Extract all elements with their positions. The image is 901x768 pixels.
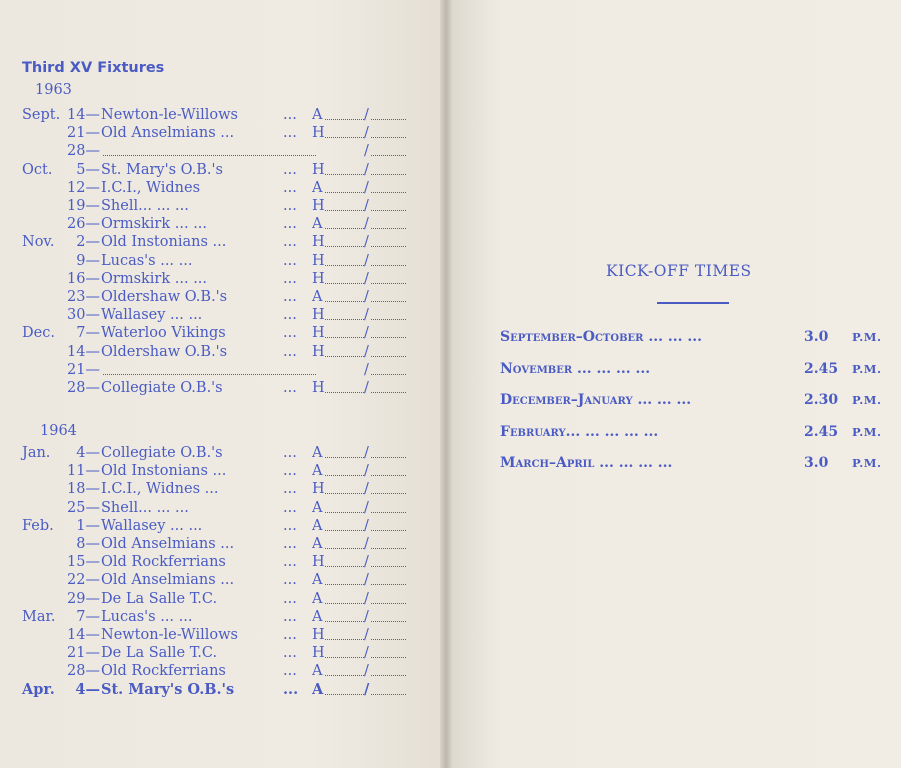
fixture-day: 14—	[67, 107, 100, 123]
kickoff-pm: P.M.	[852, 393, 882, 407]
fixture-leader-dots: ...	[283, 572, 297, 589]
book-gutter	[440, 0, 452, 768]
score-blank-away	[371, 392, 406, 393]
fixture-venue: A	[312, 179, 323, 196]
score-separator: /	[364, 343, 369, 360]
fixture-opponent: Old Instonians ...	[101, 234, 227, 251]
fixture-row	[0, 480, 446, 498]
fixture-venue: H	[312, 161, 325, 178]
score-blank-away	[371, 639, 406, 640]
fixture-day: 4—	[76, 445, 100, 461]
score-blank-home	[325, 174, 364, 175]
score-blank-home	[325, 356, 364, 357]
fixture-opponent: St. Mary's O.B.'s	[101, 161, 223, 178]
score-separator: /	[364, 234, 369, 251]
score-separator: /	[364, 645, 369, 662]
score-blank-away	[371, 374, 406, 375]
fixture-venue: H	[312, 481, 325, 498]
score-blank-away	[371, 530, 406, 531]
fixtures-title: Third XV Fixtures	[22, 60, 165, 76]
fixture-venue: A	[312, 680, 324, 698]
fixture-leader-dots: ...	[283, 325, 297, 342]
score-blank-away	[371, 356, 406, 357]
fixture-opponent: Lucas's ... ...	[101, 252, 193, 269]
score-separator: /	[364, 536, 369, 552]
fixture-opponent: Ormskirk ... ...	[101, 270, 208, 287]
score-separator: /	[364, 361, 369, 378]
score-blank-away	[371, 246, 406, 247]
score-blank-away	[371, 155, 406, 156]
score-blank-away	[371, 603, 406, 604]
score-blank-away	[371, 621, 406, 622]
fixture-day: 5—	[76, 161, 100, 178]
fixture-leader-dots: ...	[283, 517, 297, 534]
fixture-venue: A	[312, 289, 323, 305]
score-blank-home	[325, 337, 364, 338]
score-blank-home	[325, 475, 364, 476]
fixture-leader-dots: ...	[283, 343, 297, 360]
score-blank-home	[325, 657, 364, 658]
kickoff-period: December–January ... ... ...	[500, 392, 692, 408]
fixture-opponent: Old Rockferrians	[101, 554, 226, 571]
score-blank-away	[371, 548, 406, 549]
score-blank-away	[371, 657, 406, 658]
fixture-day: 28—	[67, 380, 100, 396]
fixture-leader-dots: ...	[283, 445, 297, 461]
score-separator: /	[364, 663, 369, 680]
fixture-row	[0, 343, 446, 361]
fixture-opponent: De La Salle T.C.	[101, 645, 218, 662]
fixture-opponent: Lucas's ... ...	[101, 608, 193, 625]
score-separator: /	[364, 627, 369, 643]
fixture-venue: H	[312, 380, 325, 396]
score-separator: /	[364, 125, 369, 142]
fixture-day: 26—	[67, 216, 100, 233]
score-blank-home	[325, 301, 364, 302]
kickoff-row	[500, 422, 895, 442]
score-separator: /	[364, 590, 369, 607]
fixture-day: 14—	[67, 343, 100, 360]
fixture-leader-dots: ...	[283, 289, 297, 305]
fixture-month: Feb.	[22, 517, 54, 534]
fixture-venue: H	[312, 270, 325, 287]
fixture-venue: A	[312, 463, 323, 480]
fixture-leader-dots: ...	[283, 179, 297, 196]
fixture-row	[0, 517, 446, 535]
fixture-opponent: Ormskirk ... ...	[101, 216, 208, 233]
fixture-leader-dots: ...	[283, 481, 297, 498]
fixture-venue: H	[312, 198, 325, 214]
score-blank-home	[325, 548, 364, 549]
score-blank-away	[371, 210, 406, 211]
fixture-row	[0, 499, 446, 517]
fixture-venue: A	[312, 590, 323, 607]
fixture-leader-dots: ...	[283, 499, 297, 516]
fixture-day: 29—	[67, 590, 100, 607]
kickoff-pm: P.M.	[852, 361, 882, 376]
fixture-opponent: St. Mary's O.B.'s	[101, 680, 235, 698]
kickoff-time: 2.45	[804, 423, 839, 440]
score-blank-home	[325, 457, 364, 458]
score-blank-home	[325, 192, 364, 193]
fixture-leader-dots: ...	[283, 663, 297, 680]
fixture-day: 25—	[67, 499, 100, 516]
fixture-leader-dots: ...	[283, 198, 297, 214]
score-blank-away	[371, 584, 406, 585]
score-blank-home	[325, 512, 364, 513]
left-page	[0, 0, 446, 768]
fixture-opponent: Old Rockferrians	[101, 663, 226, 680]
score-blank-home	[325, 283, 364, 284]
kickoff-row	[500, 453, 895, 473]
fixture-leader-dots: ...	[283, 536, 297, 552]
score-blank-away	[371, 512, 406, 513]
fixture-leader-dots: ...	[283, 125, 297, 142]
fixture-row	[0, 142, 446, 160]
fixture-row	[0, 361, 446, 379]
fixture-row	[0, 553, 446, 571]
fixture-opponent: Waterloo Vikings	[101, 325, 226, 342]
fixture-leader-dots: ...	[283, 680, 299, 698]
kickoff-period: November ... ... ... ...	[500, 360, 651, 377]
score-separator: /	[364, 445, 369, 461]
fixture-venue: A	[312, 107, 323, 123]
fixture-row	[0, 662, 446, 680]
fixture-opponent: Old Instonians ...	[101, 463, 227, 480]
score-separator: /	[364, 198, 369, 214]
fixture-row	[0, 608, 446, 626]
fixture-opponent: Wallasey ... ...	[101, 517, 203, 534]
fixture-row	[0, 179, 446, 197]
fixture-day: 1—	[76, 517, 100, 534]
fixture-leader-dots: ...	[283, 216, 297, 233]
fixture-day: 22—	[67, 572, 100, 589]
kickoff-time: 3.0	[804, 455, 829, 471]
year-heading-1964: 1964	[40, 423, 77, 439]
fixture-opponent: I.C.I., Widnes ...	[101, 481, 219, 498]
score-separator: /	[364, 380, 369, 396]
fixture-opponent: Old Anselmians ...	[101, 572, 235, 589]
kickoff-row	[500, 359, 895, 379]
score-separator: /	[364, 143, 369, 160]
fixture-day: 14—	[67, 627, 100, 643]
fixture-opponent: Shell... ... ...	[101, 499, 189, 516]
score-blank-home	[325, 493, 364, 494]
fixture-day: 11—	[67, 463, 100, 480]
fixture-opponent: Collegiate O.B.'s	[101, 380, 223, 396]
kickoff-pm: P.M.	[852, 456, 882, 470]
score-separator: /	[364, 572, 369, 589]
score-blank-home	[325, 530, 364, 531]
score-separator: /	[364, 554, 369, 571]
fixture-venue: A	[312, 536, 323, 552]
fixture-row	[0, 233, 446, 251]
kickoff-row	[500, 390, 895, 410]
fixture-leader-dots: ...	[283, 252, 297, 269]
fixture-row	[0, 462, 446, 480]
score-blank-away	[371, 675, 406, 676]
score-blank-home	[325, 137, 364, 138]
score-blank-home	[325, 566, 364, 567]
score-separator: /	[364, 325, 369, 342]
fixture-opponent: De La Salle T.C.	[101, 590, 218, 607]
score-blank-away	[371, 337, 406, 338]
score-blank-away	[371, 174, 406, 175]
fixture-day: 21—	[67, 125, 100, 142]
fixture-row	[0, 270, 446, 288]
fixture-venue: H	[312, 325, 325, 342]
fixture-leader-dots: ...	[283, 107, 297, 123]
fixture-day: 2—	[76, 234, 100, 251]
fixture-row	[0, 444, 446, 462]
fixture-row	[0, 535, 446, 553]
score-blank-home	[325, 392, 364, 393]
fixture-row	[0, 306, 446, 324]
fixture-month: Mar.	[22, 608, 56, 625]
fixture-venue: H	[312, 307, 325, 324]
score-blank-away	[371, 301, 406, 302]
fixture-row	[0, 161, 446, 179]
fixture-row	[0, 626, 446, 644]
fixture-row	[0, 106, 446, 124]
fixture-day: 23—	[67, 289, 100, 305]
fixture-day: 12—	[67, 179, 100, 196]
kickoff-time: 3.0	[804, 329, 829, 345]
fixture-leader-dots: ...	[283, 627, 297, 643]
fixture-day: 16—	[67, 270, 100, 287]
score-separator: /	[364, 463, 369, 480]
score-blank-home	[325, 584, 364, 585]
fixture-leader-dots: ...	[283, 554, 297, 571]
score-blank-home	[325, 621, 364, 622]
fixture-leader-dots: ...	[283, 608, 297, 625]
fixture-opponent: Newton-le-Willows	[101, 627, 238, 643]
kickoff-title: KICK-OFF TIMES	[606, 262, 752, 280]
fixture-row	[0, 215, 446, 233]
kickoff-pm: P.M.	[852, 424, 882, 439]
fixture-leader-dots: ...	[283, 234, 297, 251]
fixture-venue: A	[312, 499, 323, 516]
fixture-row	[0, 288, 446, 306]
score-separator: /	[364, 107, 369, 123]
fixture-row	[0, 590, 446, 608]
score-separator: /	[364, 307, 369, 324]
score-separator: /	[364, 517, 369, 534]
fixture-opponent: Newton-le-Willows	[101, 107, 238, 123]
fixture-day: 21—	[67, 645, 100, 662]
fixture-venue: H	[312, 627, 325, 643]
score-blank-away	[371, 228, 406, 229]
year-heading-1963: 1963	[35, 82, 72, 98]
fixture-month: Nov.	[22, 234, 55, 251]
score-blank-home	[325, 675, 364, 676]
fixture-venue: H	[312, 234, 325, 251]
score-blank-away	[371, 119, 406, 120]
score-separator: /	[364, 499, 369, 516]
fixture-leader-dots: ...	[283, 307, 297, 324]
fixture-row	[0, 124, 446, 142]
score-blank-home	[325, 246, 364, 247]
kickoff-row	[500, 327, 895, 347]
score-blank-away	[371, 283, 406, 284]
fixture-day: 7—	[76, 325, 100, 342]
fixture-venue: A	[312, 608, 323, 625]
fixture-opponent: Oldershaw O.B.'s	[101, 289, 228, 305]
score-separator: /	[364, 608, 369, 625]
fixture-leader-dots: ...	[283, 645, 297, 662]
kickoff-period: September–October ... ... ...	[500, 329, 702, 345]
fixture-day: 21—	[67, 361, 100, 378]
fixture-venue: H	[312, 645, 325, 662]
fixture-venue: H	[312, 125, 325, 142]
kickoff-time: 2.45	[804, 360, 839, 377]
fixture-opponent: I.C.I., Widnes	[101, 179, 201, 196]
fixture-day: 9—	[76, 252, 100, 269]
fixture-leader-dots: ...	[283, 380, 297, 396]
fixture-opponent: Old Anselmians ...	[101, 125, 235, 142]
fixture-month: Oct.	[22, 161, 53, 178]
score-blank-home	[325, 210, 364, 211]
opponent-blank-line	[103, 374, 316, 375]
score-blank-home	[325, 319, 364, 320]
score-blank-away	[371, 493, 406, 494]
score-blank-home	[325, 639, 364, 640]
fixture-day: 28—	[67, 143, 100, 160]
fixture-day: 15—	[67, 554, 100, 571]
score-blank-away	[371, 192, 406, 193]
kickoff-time: 2.30	[804, 392, 839, 408]
fixture-month: Sept.	[22, 107, 61, 123]
fixture-venue: A	[312, 572, 323, 589]
fixture-opponent: Old Anselmians ...	[101, 536, 235, 552]
fixture-month: Apr.	[22, 680, 55, 698]
fixture-day: 28—	[67, 663, 100, 680]
fixture-row	[0, 681, 446, 699]
fixture-venue: A	[312, 445, 323, 461]
fixture-row	[0, 197, 446, 215]
fixture-venue: H	[312, 343, 325, 360]
fixture-day: 8—	[76, 536, 100, 552]
fixture-venue: H	[312, 252, 325, 269]
score-blank-away	[371, 137, 406, 138]
fixture-opponent: Wallasey ... ...	[101, 307, 203, 324]
fixture-venue: A	[312, 216, 323, 233]
fixture-venue: H	[312, 554, 325, 571]
fixture-row	[0, 571, 446, 589]
score-blank-home	[325, 265, 364, 266]
score-blank-home	[325, 603, 364, 604]
score-separator: /	[364, 481, 369, 498]
score-blank-away	[371, 475, 406, 476]
fixture-day: 7—	[76, 608, 100, 625]
kickoff-period: February... ... ... ... ...	[500, 423, 659, 440]
fixture-leader-dots: ...	[283, 161, 297, 178]
score-separator: /	[364, 252, 369, 269]
fixture-day: 18—	[67, 481, 100, 498]
fixture-day: 19—	[67, 198, 100, 214]
opponent-blank-line	[103, 155, 316, 156]
score-separator: /	[364, 289, 369, 305]
fixture-month: Dec.	[22, 325, 55, 342]
fixture-row	[0, 379, 446, 397]
fixture-row	[0, 644, 446, 662]
score-separator: /	[364, 161, 369, 178]
fixture-opponent: Shell... ... ...	[101, 198, 189, 214]
score-separator: /	[364, 270, 369, 287]
fixture-leader-dots: ...	[283, 590, 297, 607]
kickoff-period: March–April ... ... ... ...	[500, 455, 673, 471]
score-blank-away	[371, 265, 406, 266]
score-blank-home	[325, 119, 364, 120]
fixture-day: 4—	[75, 680, 100, 698]
score-blank-away	[371, 566, 406, 567]
score-blank-away	[371, 319, 406, 320]
fixture-row	[0, 252, 446, 270]
fixture-opponent: Collegiate O.B.'s	[101, 445, 223, 461]
score-blank-away	[371, 457, 406, 458]
score-blank-home	[325, 694, 364, 695]
fixture-row	[0, 324, 446, 342]
score-separator: /	[364, 680, 370, 698]
kickoff-pm: P.M.	[852, 330, 882, 344]
score-blank-home	[325, 228, 364, 229]
fixture-leader-dots: ...	[283, 463, 297, 480]
fixture-leader-dots: ...	[283, 270, 297, 287]
score-separator: /	[364, 179, 369, 196]
score-separator: /	[364, 216, 369, 233]
right-page	[446, 0, 901, 768]
fixture-opponent: Oldershaw O.B.'s	[101, 343, 228, 360]
fixture-venue: A	[312, 663, 323, 680]
fixture-venue: A	[312, 517, 323, 534]
fixture-month: Jan.	[22, 445, 51, 461]
kickoff-title-rule	[657, 302, 729, 304]
fixture-day: 30—	[67, 307, 100, 324]
score-blank-away	[371, 694, 406, 695]
